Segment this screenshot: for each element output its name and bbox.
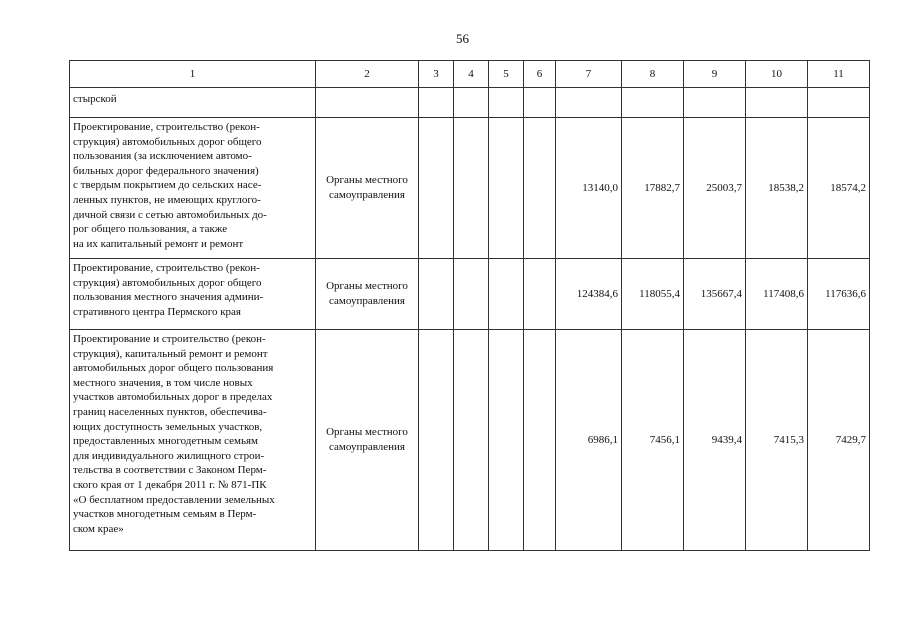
description-line: пользования (за исключением автомо-: [73, 150, 252, 163]
value-cell: [524, 259, 556, 330]
organization-cell: [316, 88, 419, 118]
description-line: Проектирование, строительство (рекон-: [73, 121, 260, 133]
description-line: тельства в соответствии с Законом Перм-: [73, 464, 267, 477]
description-line: предоставленных многодетным семьям: [73, 435, 258, 448]
column-header: 6: [524, 61, 556, 88]
description-line: на их капитальный ремонт и ремонт: [73, 237, 244, 250]
organization-cell: [316, 259, 419, 330]
value-cell: [419, 330, 454, 551]
description-line: ского края от 1 декабря 2011 г. № 871-ПК: [73, 478, 267, 491]
description-line: с твердым покрытием до сельских насе-: [73, 179, 262, 192]
page-number: 56: [456, 31, 469, 46]
value-cell: [419, 88, 454, 118]
value-cell: 18538,2: [746, 118, 808, 259]
value-cell: 17882,7: [622, 118, 684, 259]
column-header: 8: [622, 61, 684, 88]
value-cell: [622, 88, 684, 118]
value-cell: [454, 118, 489, 259]
value-cell: [524, 118, 556, 259]
table-row: [70, 330, 870, 551]
budget-table: [69, 60, 870, 551]
description-line: местного значения, в том числе новых: [73, 376, 253, 389]
description-cell: [70, 88, 316, 118]
value-cell: [489, 259, 524, 330]
column-header: 4: [454, 61, 489, 88]
organization-line: Органы местного: [326, 174, 408, 187]
description-line: пользования местного значения админи-: [73, 291, 264, 304]
value-cell: 7456,1: [622, 330, 684, 551]
column-header: 3: [419, 61, 454, 88]
value-cell: 7415,3: [746, 330, 808, 551]
value-cell: [524, 88, 556, 118]
column-header: 10: [746, 61, 808, 88]
description-line: ющих доступность земельных участков,: [73, 420, 263, 433]
value-cell: 13140,0: [556, 118, 622, 259]
description-cell: [70, 118, 316, 259]
description-line: рог общего пользования, а также: [73, 223, 228, 236]
description-line: ленных пунктов, не имеющих круглого-: [73, 193, 261, 206]
value-cell: [454, 259, 489, 330]
value-cell: 118055,4: [622, 259, 684, 330]
description-line: участков автомобильных дорог в пределах: [73, 391, 273, 404]
value-cell: 18574,2: [808, 118, 870, 259]
organization-line: Органы местного: [326, 426, 408, 439]
value-cell: 6986,1: [556, 330, 622, 551]
description-line: стырской: [73, 93, 117, 105]
table-row: [70, 88, 870, 118]
description-line: струкция) автомобильных дорог общего: [73, 135, 262, 148]
organization-line: самоуправления: [329, 189, 405, 201]
description-line: Проектирование и строительство (рекон-: [73, 333, 266, 345]
organization-line: самоуправления: [329, 295, 405, 307]
description-line: струкция), капитальный ремонт и ремонт: [73, 347, 268, 360]
value-cell: [489, 88, 524, 118]
description-line: Проектирование, строительство (рекон-: [73, 262, 260, 274]
column-header: 9: [684, 61, 746, 88]
value-cell: [489, 330, 524, 551]
table-row: [70, 118, 870, 259]
value-cell: [524, 330, 556, 551]
description-line: автомобильных дорог общего пользования: [73, 362, 274, 375]
value-cell: [489, 118, 524, 259]
value-cell: [808, 88, 870, 118]
column-header: 5: [489, 61, 524, 88]
value-cell: [419, 118, 454, 259]
organization-cell: [316, 330, 419, 551]
description-line: бильных дорог федерального значения): [73, 164, 259, 177]
value-cell: [684, 88, 746, 118]
value-cell: 9439,4: [684, 330, 746, 551]
value-cell: [419, 259, 454, 330]
value-cell: [746, 88, 808, 118]
description-line: дичной связи с сетью автомобильных до-: [73, 208, 267, 221]
organization-line: Органы местного: [326, 280, 408, 293]
description-line: границ населенных пунктов, обеспечива-: [73, 405, 267, 418]
description-line: стративного центра Пермского края: [73, 305, 241, 318]
value-cell: [454, 330, 489, 551]
description-line: ском крае»: [73, 522, 124, 535]
description-cell: [70, 259, 316, 330]
description-cell: [70, 330, 316, 551]
description-line: участков многодетным семьям в Перм-: [73, 508, 257, 521]
value-cell: 124384,6: [556, 259, 622, 330]
value-cell: [454, 88, 489, 118]
column-header: 7: [556, 61, 622, 88]
value-cell: 117636,6: [808, 259, 870, 330]
table-row: [70, 259, 870, 330]
header-row: [70, 61, 870, 88]
value-cell: 135667,4: [684, 259, 746, 330]
value-cell: 7429,7: [808, 330, 870, 551]
description-line: для индивидуального жилищного строи-: [73, 449, 265, 462]
description-line: струкция) автомобильных дорог общего: [73, 276, 262, 289]
column-header: 1: [70, 61, 316, 88]
value-cell: [556, 88, 622, 118]
column-header: 2: [316, 61, 419, 88]
value-cell: 117408,6: [746, 259, 808, 330]
description-line: «О бесплатном предоставлении земельных: [73, 493, 275, 506]
value-cell: 25003,7: [684, 118, 746, 259]
organization-line: самоуправления: [329, 441, 405, 453]
organization-cell: [316, 118, 419, 259]
column-header: 11: [808, 61, 870, 88]
